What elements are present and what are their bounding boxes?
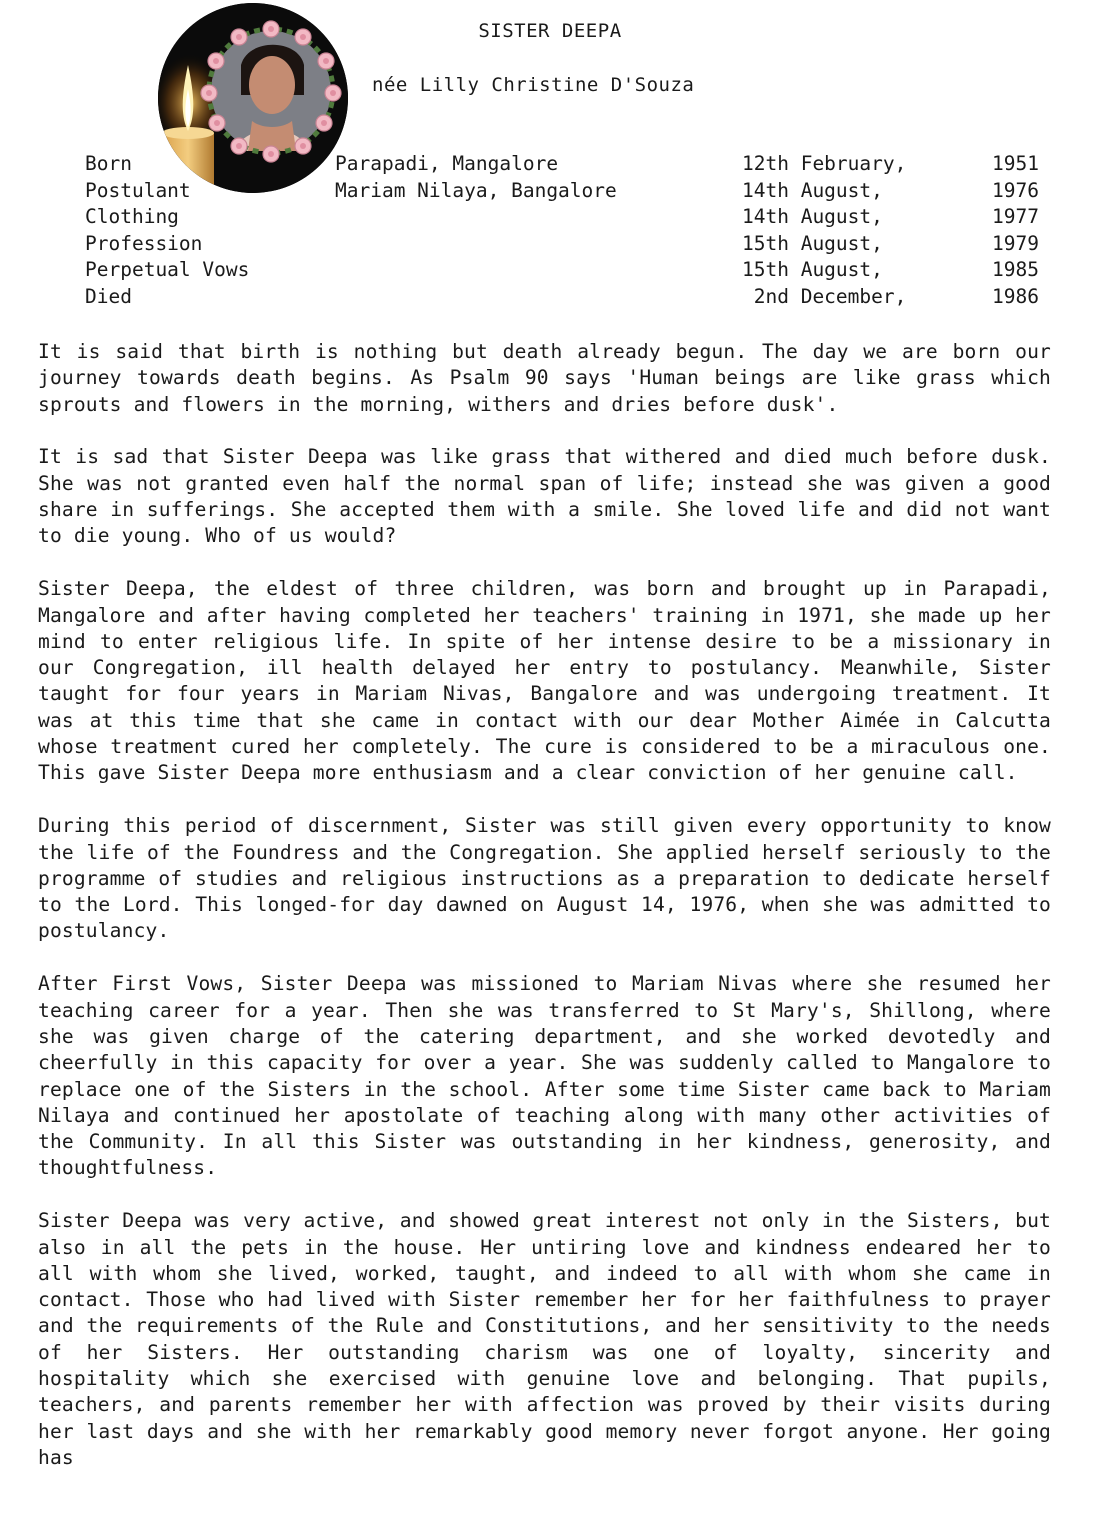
paragraph: Sister Deepa, the eldest of three children, was born and brought up in Parapadi, Mangalore and after having completed her teachers' training in 1971, she made up her mind to enter religious life. In spite of her intense desire to be a missionary in our Congregation, ill health delayed her entry to postulancy. Meanwhile, Sister taught for four years in Mariam Nivas, Bangalore and was undergoing treatment. It was at this time that she came in contact with our dear Mother Aimée in Calcutta whose treatment cured her completely. The cure is considered to be a miraculous one. This gave Sister Deepa more enthusiasm and a clear conviction of her genuine call. <box>38 577 1051 785</box>
fact-year: 1977 <box>992 205 1039 229</box>
obituary-body <box>38 339 1051 1498</box>
fact-row-postulant <box>0 179 1100 206</box>
fact-date: 15th August, <box>742 231 883 255</box>
fact-year: 1985 <box>992 258 1039 282</box>
fact-date: 14th August, <box>742 178 883 202</box>
fact-label: Profession <box>85 231 203 255</box>
fact-year: 1976 <box>992 178 1039 202</box>
fact-date: 2nd December, <box>742 284 907 308</box>
fact-label: Clothing <box>85 205 179 229</box>
fact-label: Postulant <box>85 178 191 202</box>
fact-date: 12th February, <box>742 152 907 175</box>
fact-year: 1986 <box>992 284 1039 308</box>
paragraph: During this period of discernment, Sister was still given every opportunity to know the life of the Foundress and the Congregation. She applied herself seriously to the programme of studies and religious instructions as a preparation to dedicate herself to the Lord. This longed-for day dawned on August 14, 1976, when she was admitted to postulancy. <box>38 814 1051 943</box>
fact-label: Died <box>85 284 132 308</box>
fact-year: 1951 <box>992 152 1039 175</box>
fact-date: 14th August, <box>742 205 883 229</box>
fact-row-died <box>0 285 1100 312</box>
paragraph: Sister Deepa was very active, and showed great interest not only in the Sisters, but also in all the pets in the house. Her untiring love and kindness endeared her to all with whom she lived, worked, taught, and indeed to all with whom she came in contact. Those who had lived with Sister remember her for her faithfulness to prayer and the requirements of the Rule and Constitutions, and her sensitivity to the needs of her Sisters. Her outstanding charism was one of loyalty, sincerity and hospitality which she exercised with genuine love and belonging. That pupils, teachers, and parents remember her with affection was proved by their visits during her last days and she with her remarkably good memory never forgot anyone. Her going has <box>38 1209 1051 1469</box>
fact-row-clothing <box>0 205 1100 232</box>
paragraph: After First Vows, Sister Deepa was missioned to Mariam Nivas where she resumed her teaching career for a year. Then she was transferred to St Mary's, Shillong, where she was given charge of the catering department, and she worked devotedly and cheerfully in this capacity for over a year. She was suddenly called to Mangalore to replace one of the Sisters in the school. After some time Sister came back to Mariam Nilaya and continued her apostolate of teaching along with many other activities of the Community. In all this Sister was outstanding in her kindness, generosity, and thoughtfulness. <box>38 972 1051 1180</box>
fact-year: 1979 <box>992 231 1039 255</box>
fact-label: Born <box>85 152 132 175</box>
fact-place: Mariam Nilaya, Bangalore <box>335 178 617 202</box>
page-subtitle: née Lilly Christine D'Souza <box>372 74 695 96</box>
fact-label: Perpetual Vows <box>85 258 250 282</box>
fact-row-profession <box>0 232 1100 259</box>
portrait-face <box>211 31 331 151</box>
fact-place: Parapadi, Mangalore <box>335 152 559 175</box>
fact-row-perpetual-vows <box>0 258 1100 285</box>
paragraph: It is sad that Sister Deepa was like grass that withered and died much before dusk. She was not granted even half the normal span of life; instead she was given a good share in sufferings. She accepted them with a smile. She loved life and did not want to die young. Who of us would? <box>38 445 1051 548</box>
paragraph: It is said that birth is nothing but death already begun. The day we are born our journey towards death begins. As Psalm 90 says 'Human beings are like grass which sprouts and flowers in the morning, withers and dries before dusk'. <box>38 340 1051 416</box>
page-title: SISTER DEEPA <box>478 20 622 42</box>
fact-date: 15th August, <box>742 258 883 282</box>
fact-row-born <box>0 152 1100 179</box>
life-facts-table <box>0 152 1100 312</box>
